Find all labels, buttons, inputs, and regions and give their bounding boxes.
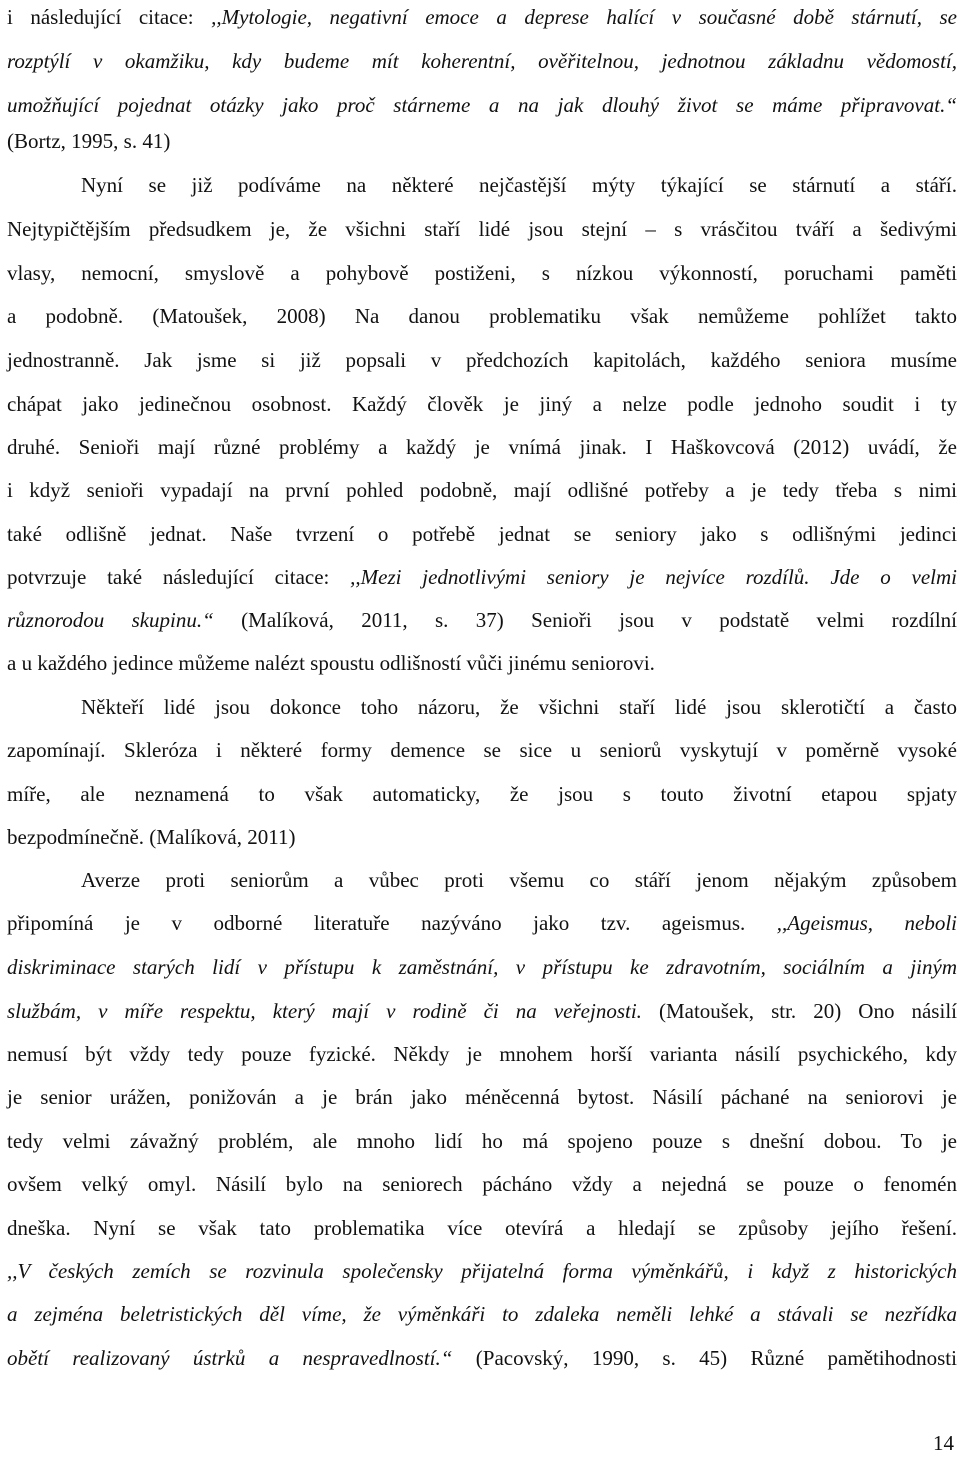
text-line: [7, 299, 957, 333]
body-text: chápat jako jedinečnou osobnost. Každý člověk je jiný a nelze podle jednoho soudit i ty: [7, 392, 957, 416]
body-text: Nejtypičtějším předsudkem je, že všichni staří lidé jsou stejní – s vrásčitou tváří a šedivými: [7, 217, 957, 241]
quote-text: různorodou skupinu.“: [7, 608, 214, 632]
text-line: [7, 733, 957, 767]
body-text: zapomínají. Skleróza i některé formy demence se sice u seniorů vyskytují v poměrně vysoké: [7, 738, 957, 762]
body-text: i když senioři vypadají na první pohled podobně, mají odlišné potřeby a je tedy třeba s nimi: [7, 478, 957, 502]
quote-text: ,,Ageismus, neboli: [776, 911, 958, 935]
text-line: [7, 124, 170, 158]
quote-text: a zejména beletristických děl víme, že výměnkáři to zdaleka neměli lehké a stávali se nezřídka: [7, 1302, 957, 1326]
body-text: i následující citace:: [7, 5, 212, 29]
text-line: [7, 473, 957, 507]
body-text: bezpodmínečně. (Malíková, 2011): [7, 825, 296, 849]
text-line: [81, 690, 957, 724]
text-line: [7, 1124, 957, 1158]
body-text: míře, ale neznamená to však automaticky, že jsou s touto životní etapou spjaty: [7, 782, 957, 806]
text-line: [7, 387, 957, 421]
text-line: [7, 343, 957, 377]
text-line: [7, 603, 957, 637]
text-line: [7, 1341, 957, 1375]
body-text: a podobně. (Matoušek, 2008) Na danou problematiku však nemůžeme pohlížet takto: [7, 304, 957, 328]
body-text: nemusí být vždy tedy pouze fyzické. Někdy je mnohem horší varianta násilí psychického, kdy: [7, 1042, 957, 1066]
text-line: [7, 646, 655, 680]
quote-text: diskriminace starých lidí v přístupu k zaměstnání, v přístupu ke zdravotním, sociálním a jiným: [7, 955, 957, 979]
text-line: [7, 88, 957, 122]
text-line: [81, 168, 957, 202]
quote-text: ,,Mytologie, negativní emoce a deprese halící v současné době stárnutí, se: [211, 5, 958, 29]
body-text: je senior urážen, ponižován a je brán jako méněcenná bytost. Násilí páchané na seniorovi je: [7, 1085, 957, 1109]
text-line: [7, 950, 957, 984]
body-text: Nyní se již podíváme na některé nejčastější mýty týkající se stárnutí a stáří.: [81, 173, 957, 197]
body-text: připomíná je v odborné literatuře nazýváno jako tzv. ageismus.: [7, 911, 777, 935]
quote-text: službám, v míře respektu, který mají v rodině či na veřejnosti.: [7, 999, 642, 1023]
text-line: [7, 430, 957, 464]
quote-text: ,,Mezi jednotlivými seniory je nejvíce rozdílů. Jde o velmi: [350, 565, 957, 589]
text-line: [7, 44, 957, 78]
text-line: [7, 994, 957, 1028]
body-text: také odlišně jednat. Naše tvrzení o potřebě jednat se seniory jako s odlišnými jedinci: [7, 522, 957, 546]
text-line: [7, 1297, 957, 1331]
text-line: [7, 560, 957, 594]
text-line: [7, 256, 957, 290]
body-text: potvrzuje také následující citace:: [7, 565, 351, 589]
text-line: [7, 212, 957, 246]
body-text: jednostranně. Jak jsme si již popsali v předchozích kapitolách, každého seniora musíme: [7, 348, 957, 372]
body-text: dneška. Nyní se však tato problematika více otevírá a hledají se způsoby jejího řešení.: [7, 1216, 957, 1240]
text-line: [81, 863, 957, 897]
body-text: a u každého jedince můžeme nalézt spoustu odlišností vůči jinému seniorovi.: [7, 651, 655, 675]
text-line: [7, 777, 957, 811]
text-line: [7, 1211, 957, 1245]
body-text: (Matoušek, str. 20) Ono násilí: [641, 999, 957, 1023]
quote-text: obětí realizovaný ústrků a nespravedlností.“: [7, 1346, 453, 1370]
text-line: [7, 906, 957, 940]
body-text: Averze proti seniorům a vůbec proti všemu co stáří jenom nějakým způsobem: [81, 868, 957, 892]
text-line: [7, 820, 295, 854]
text-line: [7, 1080, 957, 1114]
body-text: (Bortz, 1995, s. 41): [7, 129, 171, 153]
text-line: [7, 1167, 957, 1201]
quote-text: umožňující pojednat otázky jako proč stárneme a na jak dlouhý život se máme připravovat.“: [7, 93, 957, 117]
text-line: [7, 0, 957, 34]
body-text: vlasy, nemocní, smyslově a pohybově postiženi, s nízkou výkonností, poruchami paměti: [7, 261, 957, 285]
body-text: Někteří lidé jsou dokonce toho názoru, že všichni staří lidé jsou sklerotičtí a často: [81, 695, 957, 719]
text-line: [7, 1254, 957, 1288]
body-text: (Malíková, 2011, s. 37) Senioři jsou v podstatě velmi rozdílní: [213, 608, 958, 632]
body-text: ovšem velký omyl. Násilí bylo na seniorech pácháno vždy a nejedná se pouze o fenomén: [7, 1172, 957, 1196]
body-text: tedy velmi závažný problém, ale mnoho lidí ho má spojeno pouze s dnešní dobou. To je: [7, 1129, 957, 1153]
quote-text: ,,V českých zemích se rozvinula společensky přijatelná forma výměnkářů, i když z historických: [7, 1259, 957, 1283]
body-text: druhé. Senioři mají různé problémy a každý je vnímá jinak. I Haškovcová (2012) uvádí, že: [7, 435, 957, 459]
body-text: (Pacovský, 1990, s. 45) Různé pamětihodnosti: [452, 1346, 957, 1370]
quote-text: rozptýlí v okamžiku, kdy budeme mít koherentní, ověřitelnou, jednotnou základnu vědomostí,: [7, 49, 957, 73]
text-line: [7, 517, 957, 551]
text-line: [7, 1037, 957, 1071]
page-number: 14: [933, 1431, 954, 1455]
